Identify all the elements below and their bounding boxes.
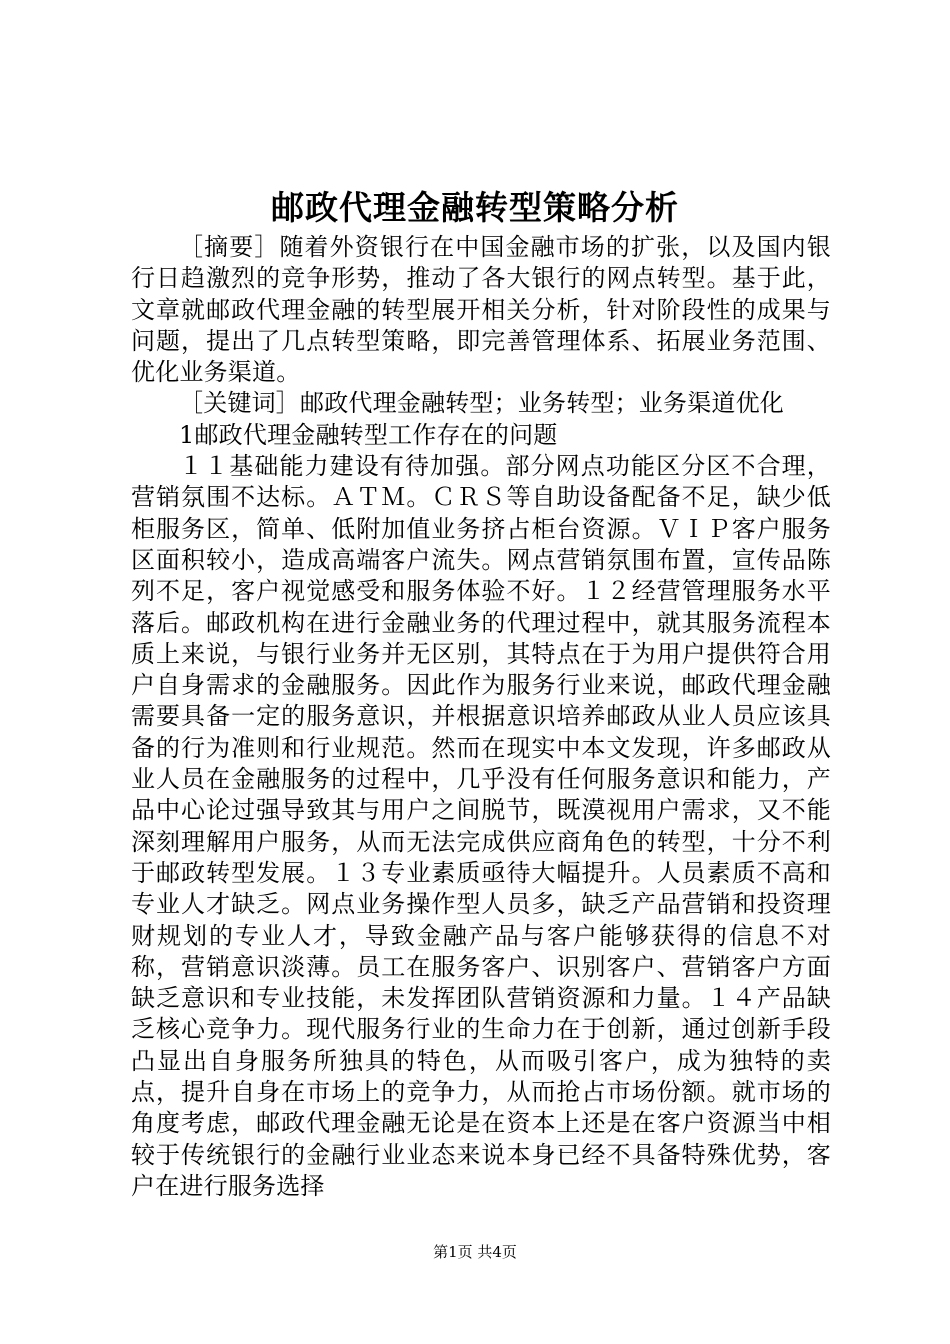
body-paragraph: １１基础能力建设有待加强。部分网点功能区分区不合理，营销氛围不达标。ＡＴＭ。ＣＲＳ等自助设备配备不足，缺少低柜服务区，简单、低附加值业务挤占柜台资源。ＶＩＰ客户服务区面积较小，造成高端客户流失。网点营销氛围布置，宣传品陈列不足，客户视觉感受和服务体验不好。１２经营管理服务水平落后。邮政机构在进行金融业务的代理过程中，就其服务流程本质上来说，与银行业务并无区别，其特点在于为用户提供符合用户自身需求的金融服务。因此作为服务行业来说，邮政代理金融需要具备一定的服务意识，并根据意识培养邮政从业人员应该具备的行为准则和行业规范。然而在现实中本文发现，许多邮政从业人员在金融服务的过程中，几乎没有任何服务意识和能力，产品中心论过强导致其与用户之间脱节，既漠视用户需求，又不能深刻理解用户服务，从而无法完成供应商角色的转型，十分不利于邮政转型发展。１３专业素质亟待大幅提升。人员素质不高和专业人才缺乏。网点业务操作型人员多，缺乏产品营销和投资理财规划的专业人才，导致金融产品与客户能够获得的信息不对称，营销意识淡薄。员工在服务客户、识别客户、营销客户方面缺乏意识和专业技能，未发挥团队营销资源和力量。１４产品缺乏核心竞争力。现代服务行业的生命力在于创新，通过创新手段凸显出自身服务所独具的特色，从而吸引客户，成为独特的卖点，提升自身在市场上的竞争力，从而抢占市场份额。就市场的角度考虑，邮政代理金融无论是在资本上还是在客户资源当中相较于传统银行的金融行业业态来说本身已经不具备特殊优势，客户在进行服务选择 [131, 452, 831, 1200]
page-footer: 第1页 共4页 [433, 1243, 517, 1261]
section-heading: 1邮政代理金融转型工作存在的问题 [179, 420, 558, 449]
abstract-paragraph: ［摘要］随着外资银行在中国金融市场的扩张，以及国内银行日趋激烈的竞争形势，推动了各大银行的网点转型。基于此，文章就邮政代理金融的转型展开相关分析，针对阶段性的成果与问题，提出了几点转型策略，即完善管理体系、拓展业务范围、优化业务渠道。 [131, 233, 831, 387]
document-body [131, 232, 831, 1202]
keywords-paragraph: ［关键词］邮政代理金融转型；业务转型；业务渠道优化 [179, 389, 784, 418]
document-title: 邮政代理金融转型策略分析 [271, 188, 679, 227]
